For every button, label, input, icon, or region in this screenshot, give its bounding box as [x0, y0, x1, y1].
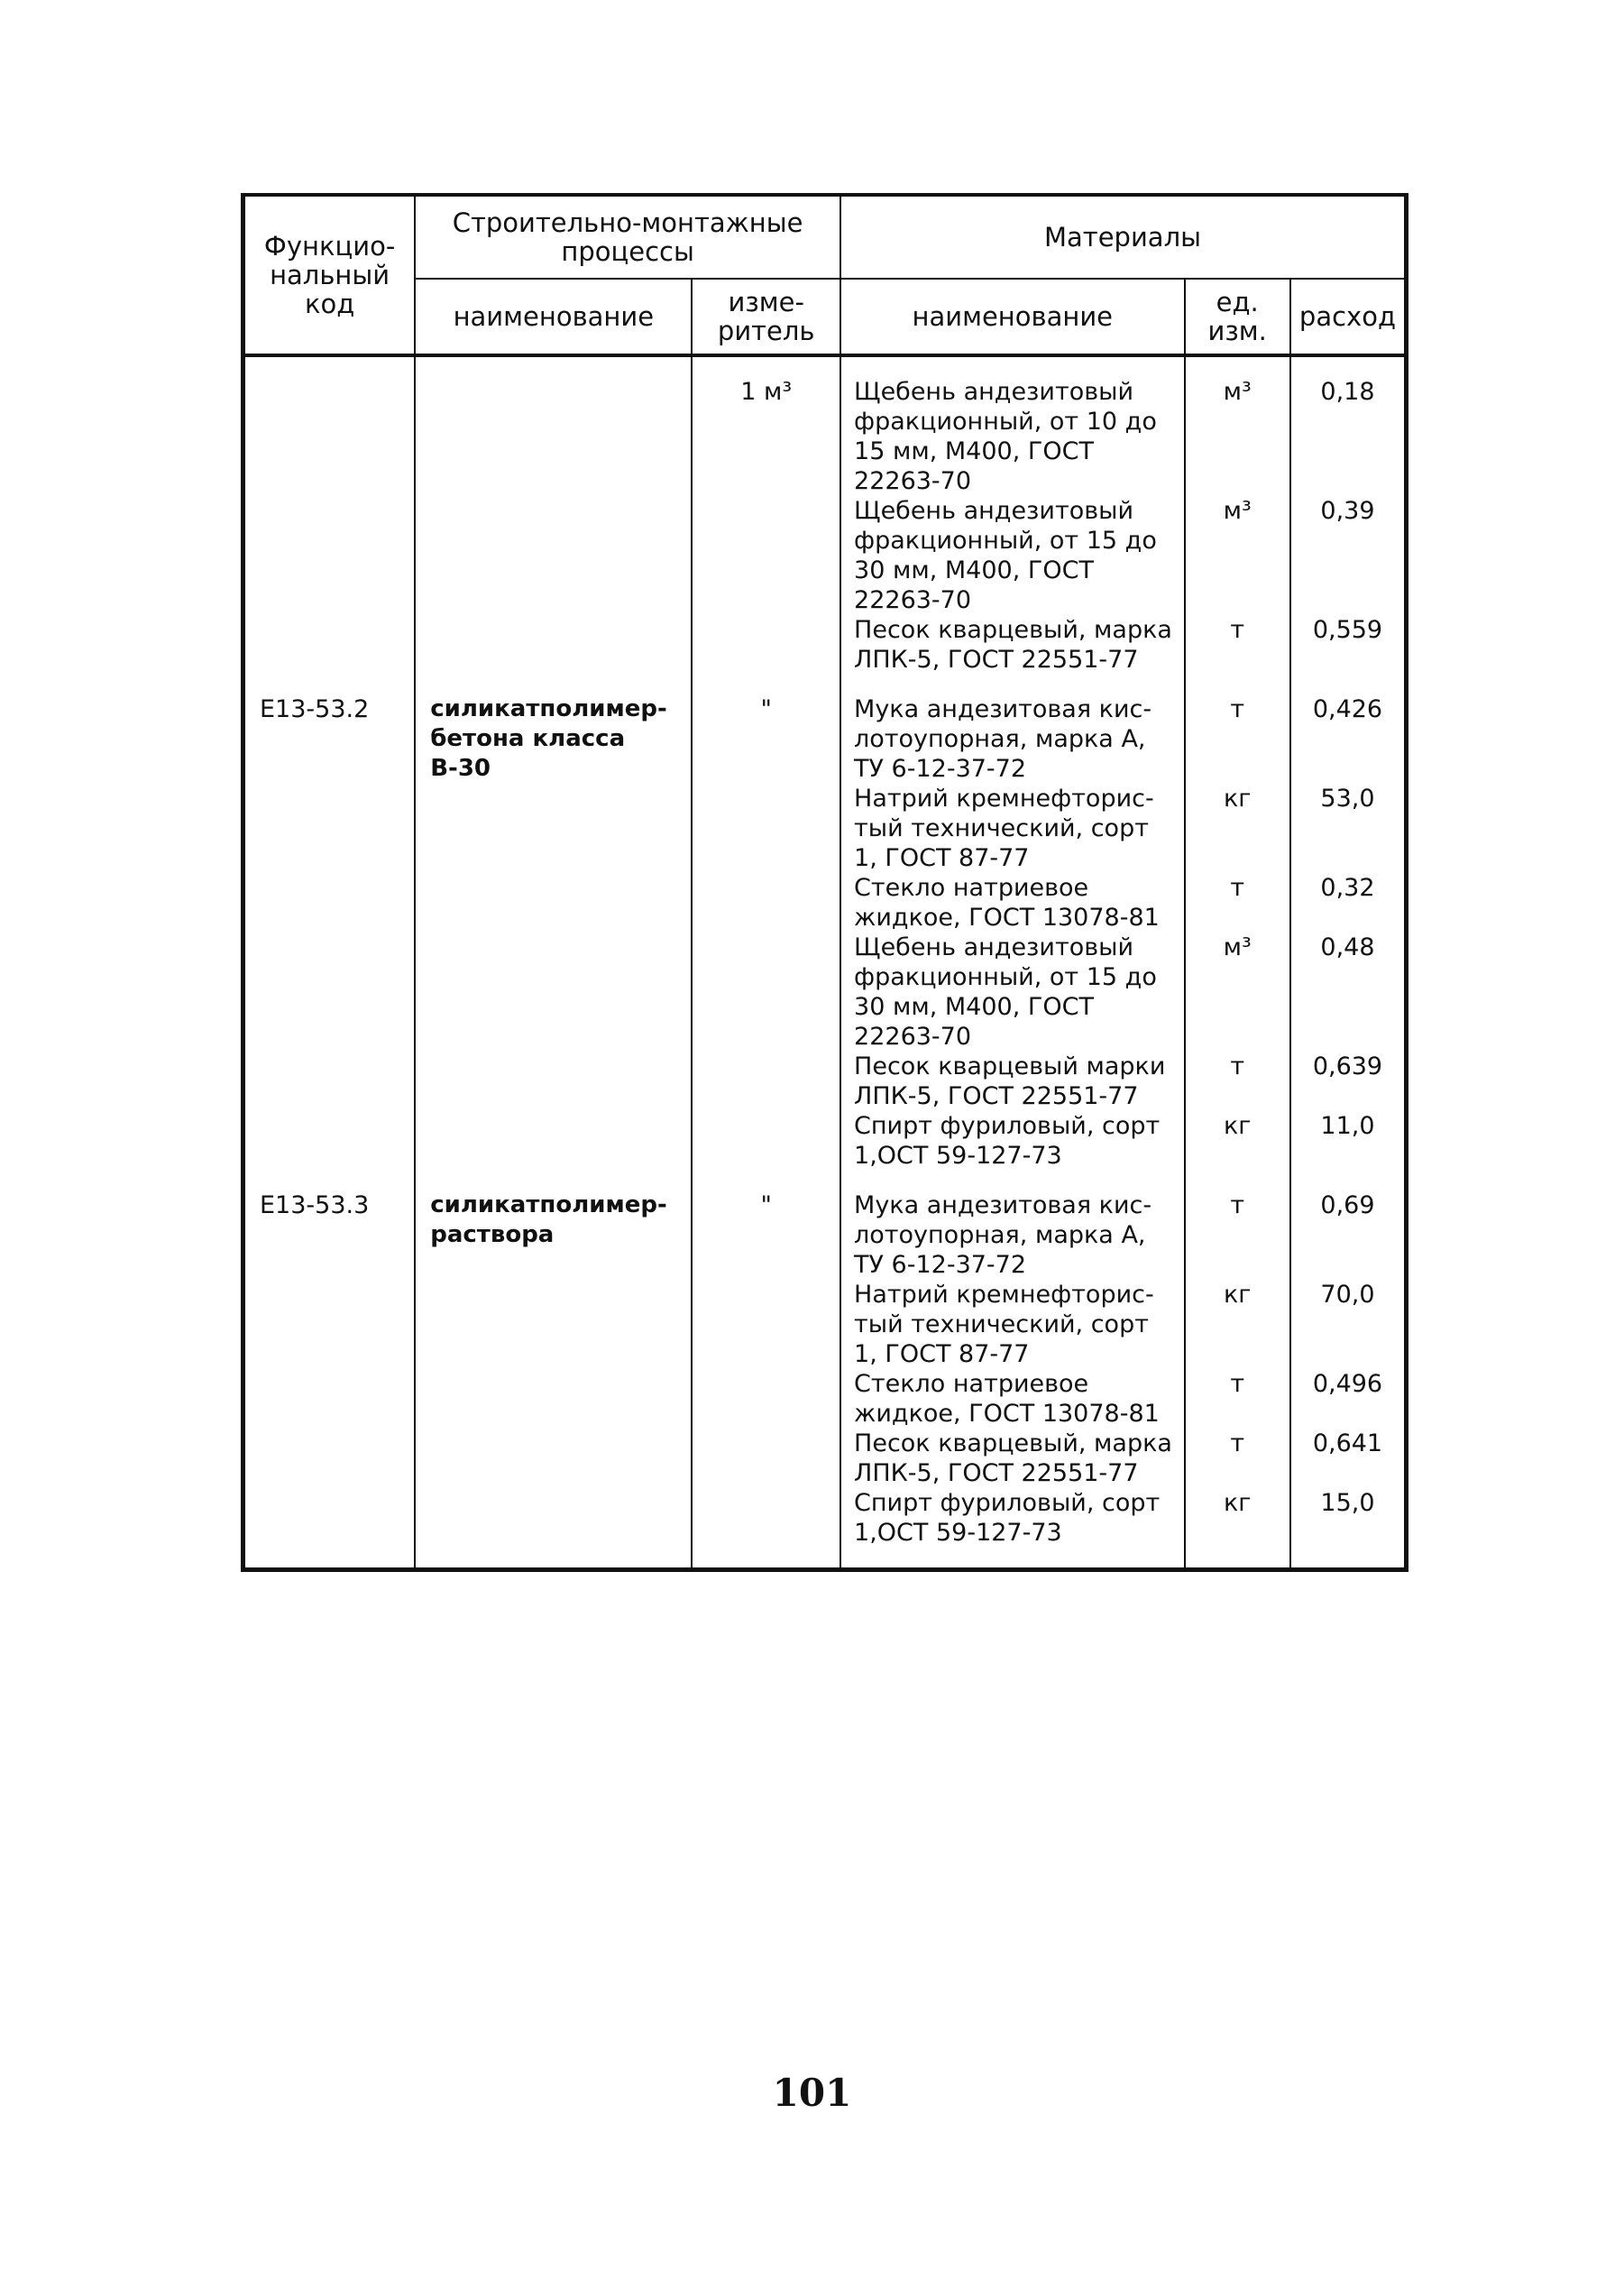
process-meter — [692, 933, 840, 1052]
spacer-cell — [692, 355, 840, 377]
spacer-cell — [840, 1548, 1184, 1570]
material-rate: 0,39 — [1290, 496, 1407, 615]
function-code — [243, 1488, 416, 1548]
function-code — [243, 1052, 416, 1111]
process-name — [415, 377, 692, 496]
function-code — [243, 873, 416, 933]
function-code — [243, 1429, 416, 1488]
material-rate: 0,18 — [1290, 377, 1407, 496]
material-rate: 15,0 — [1290, 1488, 1407, 1548]
process-name — [415, 1280, 692, 1369]
material-name: Натрий кремнефторис-тый технический, сорт 1, ГОСТ 87-77 — [840, 784, 1184, 873]
spacer-cell — [1290, 675, 1407, 694]
spacer-row — [243, 1548, 1407, 1570]
table-row — [243, 1429, 1407, 1488]
process-meter: 1 м³ — [692, 377, 840, 496]
spacer-cell — [840, 675, 1184, 694]
material-unit: т — [1185, 1429, 1290, 1488]
table-row — [243, 1488, 1407, 1548]
table-body — [243, 355, 1407, 1570]
spacer-cell — [692, 675, 840, 694]
material-name: Мука андезитовая кис-лотоупорная, марка А, ТУ 6-12-37-72 — [840, 694, 1184, 784]
spacer-cell — [243, 675, 416, 694]
process-meter — [692, 784, 840, 873]
table-row — [243, 496, 1407, 615]
function-code — [243, 933, 416, 1052]
table-row — [243, 873, 1407, 933]
spacer-cell — [415, 355, 692, 377]
material-rate: 0,32 — [1290, 873, 1407, 933]
material-name: Щебень андезитовый фракционный, от 10 до 15 мм, М400, ГОСТ 22263-70 — [840, 377, 1184, 496]
header-material-rate: расход — [1290, 279, 1407, 355]
process-name — [415, 933, 692, 1052]
spacer-cell — [1185, 675, 1290, 694]
material-unit: кг — [1185, 784, 1290, 873]
spacer-cell — [1290, 1171, 1407, 1190]
process-meter — [692, 1280, 840, 1369]
materials-norms-table — [241, 193, 1408, 1572]
table-row — [243, 933, 1407, 1052]
spacer-row — [243, 1171, 1407, 1190]
spacer-cell — [243, 1548, 416, 1570]
function-code — [243, 1369, 416, 1429]
material-rate: 53,0 — [1290, 784, 1407, 873]
process-meter — [692, 1111, 840, 1171]
material-name: Щебень андезитовый фракционный, от 15 до 30 мм, М400, ГОСТ 22263-70 — [840, 933, 1184, 1052]
material-name: Стекло натриевое жидкое, ГОСТ 13078-81 — [840, 873, 1184, 933]
process-meter: " — [692, 694, 840, 784]
material-rate: 0,559 — [1290, 615, 1407, 675]
process-name — [415, 1369, 692, 1429]
table-row — [243, 1111, 1407, 1171]
material-unit: т — [1185, 873, 1290, 933]
material-unit: м³ — [1185, 377, 1290, 496]
material-unit: м³ — [1185, 496, 1290, 615]
material-unit: м³ — [1185, 933, 1290, 1052]
spacer-cell — [415, 675, 692, 694]
spacer-cell — [243, 355, 416, 377]
table-row — [243, 1280, 1407, 1369]
header-process-meter: изме-ритель — [692, 279, 840, 355]
material-name: Песок кварцевый марки ЛПК-5, ГОСТ 22551-77 — [840, 1052, 1184, 1111]
function-code — [243, 496, 416, 615]
material-rate: 70,0 — [1290, 1280, 1407, 1369]
process-name — [415, 1488, 692, 1548]
material-name: Щебень андезитовый фракционный, от 15 до 30 мм, М400, ГОСТ 22263-70 — [840, 496, 1184, 615]
function-code: Е13-53.2 — [243, 694, 416, 784]
header-materials: Материалы — [840, 195, 1406, 279]
material-name: Мука андезитовая кис-лотоупорная, марка А, ТУ 6-12-37-72 — [840, 1190, 1184, 1280]
material-rate: 11,0 — [1290, 1111, 1407, 1171]
table-row — [243, 615, 1407, 675]
spacer-cell — [692, 1548, 840, 1570]
material-name: Стекло натриевое жидкое, ГОСТ 13078-81 — [840, 1369, 1184, 1429]
spacer-row — [243, 675, 1407, 694]
spacer-cell — [415, 1171, 692, 1190]
material-unit: т — [1185, 1052, 1290, 1111]
process-name — [415, 1111, 692, 1171]
function-code — [243, 377, 416, 496]
material-unit: т — [1185, 615, 1290, 675]
header-processes: Строительно-монтажные процессы — [415, 195, 840, 279]
function-code — [243, 1111, 416, 1171]
table-row — [243, 377, 1407, 496]
spacer-cell — [1185, 1171, 1290, 1190]
process-meter — [692, 873, 840, 933]
material-name: Спирт фуриловый, сорт 1,ОСТ 59-127-73 — [840, 1111, 1184, 1171]
table-row — [243, 784, 1407, 873]
page-number: 101 — [772, 2071, 852, 2115]
process-name — [415, 1052, 692, 1111]
process-meter — [692, 1052, 840, 1111]
material-name: Спирт фуриловый, сорт 1,ОСТ 59-127-73 — [840, 1488, 1184, 1548]
spacer-cell — [1185, 1548, 1290, 1570]
process-name — [415, 1429, 692, 1488]
material-rate: 0,641 — [1290, 1429, 1407, 1488]
table-row — [243, 1369, 1407, 1429]
process-meter — [692, 1429, 840, 1488]
material-rate: 0,496 — [1290, 1369, 1407, 1429]
process-meter — [692, 1488, 840, 1548]
material-rate: 0,48 — [1290, 933, 1407, 1052]
process-name — [415, 784, 692, 873]
function-code — [243, 615, 416, 675]
process-name: силикатполимер-бетона класса В-30 — [415, 694, 692, 784]
function-code — [243, 1280, 416, 1369]
material-unit: т — [1185, 1369, 1290, 1429]
material-unit: кг — [1185, 1280, 1290, 1369]
spacer-row — [243, 355, 1407, 377]
material-name: Натрий кремнефторис-тый технический, сорт 1, ГОСТ 87-77 — [840, 1280, 1184, 1369]
process-name: силикатполимер-раствора — [415, 1190, 692, 1280]
header-code: Функцио-нальный код — [243, 195, 416, 355]
material-rate: 0,69 — [1290, 1190, 1407, 1280]
process-meter — [692, 1369, 840, 1429]
material-unit: кг — [1185, 1111, 1290, 1171]
spacer-cell — [1185, 355, 1290, 377]
process-name — [415, 496, 692, 615]
process-meter — [692, 496, 840, 615]
spacer-cell — [840, 355, 1184, 377]
header-material-unit: ед. изм. — [1185, 279, 1290, 355]
header-process-name: наименование — [415, 279, 692, 355]
spacer-cell — [692, 1171, 840, 1190]
header-material-name: наименование — [840, 279, 1184, 355]
material-unit: кг — [1185, 1488, 1290, 1548]
spacer-cell — [1290, 355, 1407, 377]
material-unit: т — [1185, 1190, 1290, 1280]
material-rate: 0,639 — [1290, 1052, 1407, 1111]
material-name: Песок кварцевый, марка ЛПК-5, ГОСТ 22551-77 — [840, 1429, 1184, 1488]
spacer-cell — [415, 1548, 692, 1570]
material-name: Песок кварцевый, марка ЛПК-5, ГОСТ 22551-77 — [840, 615, 1184, 675]
function-code: Е13-53.3 — [243, 1190, 416, 1280]
process-name — [415, 873, 692, 933]
function-code — [243, 784, 416, 873]
table-row — [243, 1052, 1407, 1111]
material-rate: 0,426 — [1290, 694, 1407, 784]
spacer-cell — [1290, 1548, 1407, 1570]
process-meter — [692, 615, 840, 675]
table-row — [243, 694, 1407, 784]
material-unit: т — [1185, 694, 1290, 784]
spacer-cell — [840, 1171, 1184, 1190]
spacer-cell — [243, 1171, 416, 1190]
table-row — [243, 1190, 1407, 1280]
table-header — [243, 195, 1407, 355]
process-meter: " — [692, 1190, 840, 1280]
process-name — [415, 615, 692, 675]
